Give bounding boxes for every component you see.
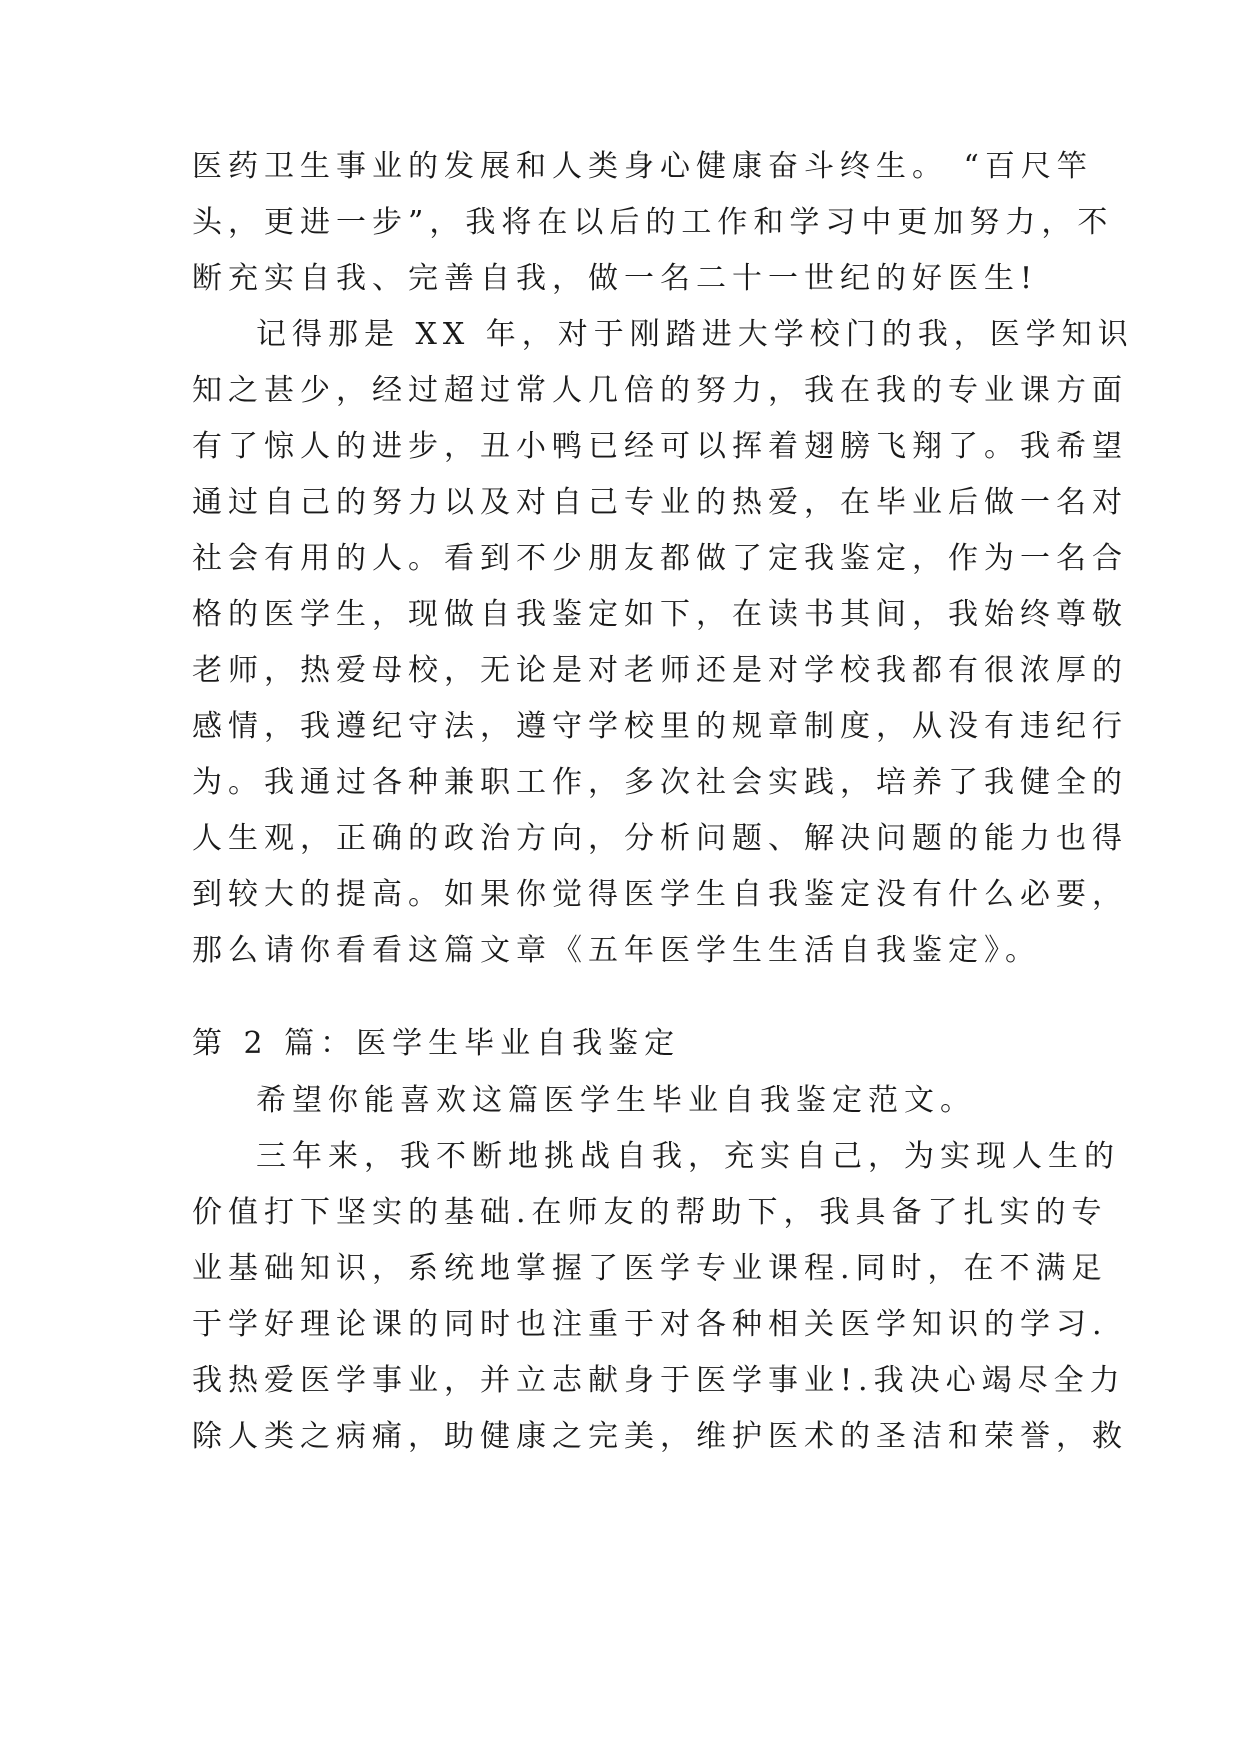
paragraph-2-line-10: 人生观，正确的政治方向，分析问题、解决问题的能力也得 [192,821,1128,856]
paragraph-2-line-5: 社会有用的人。看到不少朋友都做了定我鉴定，作为一名合 [192,541,1128,576]
paragraph-4-line-3: 业基础知识，系统地掌握了医学专业课程.同时，在不满足 [192,1251,1108,1286]
paragraph-2-line-12: 那么请你看看这篇文章《五年医学生生活自我鉴定》。 [192,933,1041,968]
paragraph-4-line-1: 三年来，我不断地挑战自我，充实自己，为实现人生的 [256,1139,1120,1174]
section-heading: 第 2 篇：医学生毕业自我鉴定 [192,1026,681,1061]
paragraph-2-line-1: 记得那是 XX 年，对于刚踏进大学校门的我，医学知识 [256,317,1134,352]
paragraph-4-line-6: 除人类之病痛，助健康之完美，维护医术的圣洁和荣誉，救 [192,1419,1128,1454]
paragraph-2-line-8: 感情，我遵纪守法，遵守学校里的规章制度，从没有违纪行 [192,709,1128,744]
paragraph-2-line-4: 通过自己的努力以及对自己专业的热爱，在毕业后做一名对 [192,485,1128,520]
paragraph-4-line-2: 价值打下坚实的基础.在师友的帮助下，我具备了扎实的专 [192,1195,1108,1230]
paragraph-4-line-4: 于学好理论课的同时也注重于对各种相关医学知识的学习. [192,1307,1108,1342]
paragraph-2-line-2: 知之甚少，经过超过常人几倍的努力，我在我的专业课方面 [192,373,1128,408]
paragraph-1-line-3: 断充实自我、完善自我，做一名二十一世纪的好医生! [192,261,1039,296]
paragraph-1-line-2: 头，更进一步”，我将在以后的工作和学习中更加努力，不 [192,205,1114,240]
paragraph-2-line-6: 格的医学生，现做自我鉴定如下，在读书其间，我始终尊敬 [192,597,1128,632]
paragraph-2-line-3: 有了惊人的进步，丑小鸭已经可以挥着翅膀飞翔了。我希望 [192,429,1128,464]
paragraph-1-line-1: 医药卫生事业的发展和人类身心健康奋斗终生。 “百尺竿 [192,149,1093,184]
paragraph-3-line-1: 希望你能喜欢这篇医学生毕业自我鉴定范文。 [256,1083,976,1118]
paragraph-2-line-9: 为。我通过各种兼职工作，多次社会实践，培养了我健全的 [192,765,1128,800]
paragraph-2-line-11: 到较大的提高。如果你觉得医学生自我鉴定没有什么必要， [192,877,1128,912]
paragraph-4-line-5: 我热爱医学事业，并立志献身于医学事业!.我决心竭尽全力 [192,1363,1126,1398]
paragraph-2-line-7: 老师，热爱母校，无论是对老师还是对学校我都有很浓厚的 [192,653,1128,688]
